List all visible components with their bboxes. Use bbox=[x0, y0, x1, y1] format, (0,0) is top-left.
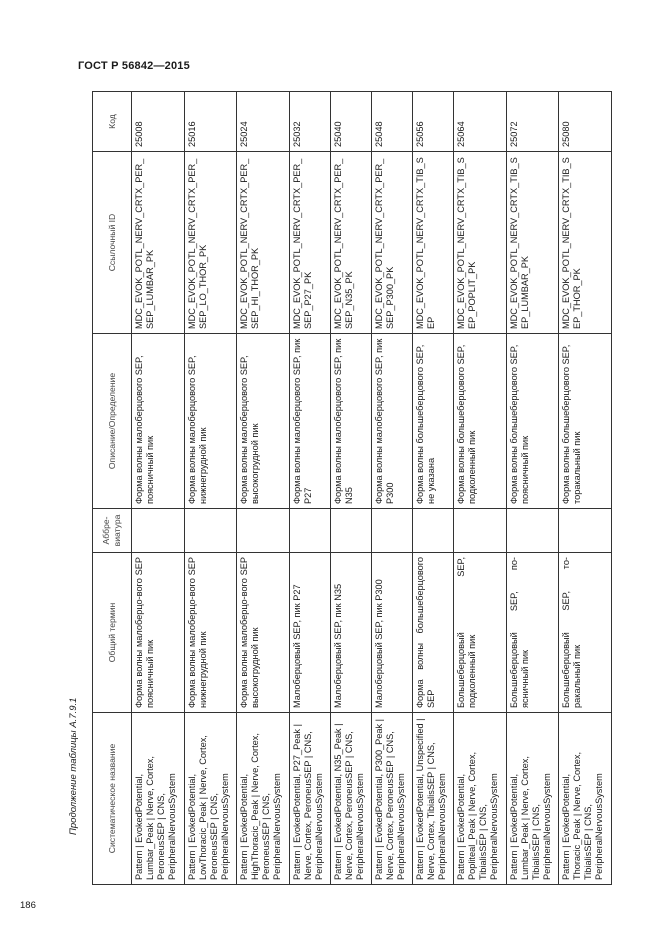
table-caption-wrap bbox=[68, 660, 88, 835]
cell-abbreviation bbox=[412, 509, 453, 553]
cell-abbreviation bbox=[371, 509, 412, 553]
table-row bbox=[412, 92, 453, 885]
cell-code: 25048 bbox=[371, 92, 412, 152]
cell-common-term: Форма волны большеберцового SEP bbox=[412, 553, 453, 713]
cell-code: 25008 bbox=[132, 92, 185, 152]
cell-systematic-name: Pattern | EvokedPotential, Lumbar_Peak | Nerve, Cortex, TibialisSEP | CNS, PeripheralNervousSystem bbox=[506, 713, 559, 885]
cell-code: 25024 bbox=[237, 92, 290, 152]
document-header: ГОСТ Р 56842—2015 bbox=[78, 60, 190, 72]
cell-systematic-name: Pattern | EvokedPotential, LowThoracic_Peak | Nerve, Cortex, PeroneusSEP | CNS, PeripheralNervousSystem bbox=[184, 713, 237, 885]
table-row bbox=[184, 92, 237, 885]
table-row bbox=[371, 92, 412, 885]
cell-description: Форма волны малоберцового SEP, нижнегрудной пик bbox=[184, 334, 237, 509]
cell-reference-id: MDC_EVOK_POTL_NERV_CRTX_PER_SEP_LUMBAR_PK bbox=[132, 152, 185, 334]
cell-abbreviation bbox=[132, 509, 185, 553]
cell-code: 25064 bbox=[453, 92, 506, 152]
cell-description: Форма волны малоберцового SEP, пик P27 bbox=[290, 334, 331, 509]
rotated-table-frame bbox=[92, 92, 612, 885]
cell-reference-id: MDC_EVOK_POTL_NERV_CRTX_TIB_SEP_LUMBAR_PK bbox=[506, 152, 559, 334]
cell-reference-id: MDC_EVOK_POTL_NERV_CRTX_TIB_SEP_POPLIT_PK bbox=[453, 152, 506, 334]
cell-systematic-name: Pattern | EvokedPotential, P300_Peak | Nerve, Cortex, PeroneusSEP | CNS, PeripheralNervousSystem bbox=[371, 713, 412, 885]
cell-systematic-name: Pattern | EvokedPotential, P27_Peak | Nerve, Cortex, PeroneusSEP | CNS, PeripheralNervousSystem bbox=[290, 713, 331, 885]
cell-code: 25040 bbox=[331, 92, 372, 152]
cell-reference-id: MDC_EVOK_POTL_NERV_CRTX_TIB_SEP_THOR_PK bbox=[559, 152, 612, 334]
column-header-common-term: Общий термин bbox=[93, 553, 132, 713]
cell-systematic-name: Pattern | EvokedPotential, Thoracic_Peak | Nerve, Cortex, TibialisSEP | CNS, PeripheralNervousSystem bbox=[559, 713, 612, 885]
cell-description: Форма волны малоберцового SEP, пик N35 bbox=[331, 334, 372, 509]
table-caption: Продолжение таблицы А.7.9.1 bbox=[68, 697, 79, 835]
cell-systematic-name: Pattern | EvokedPotential, Unspecified | Nerve, Cortex, TibialisSEP | CNS, PeripheralNervousSystem bbox=[412, 713, 453, 885]
cell-common-term: Форма волны малоберцо-вого SEP высокогрудной пик bbox=[237, 553, 290, 713]
cell-common-term: Малоберцовый SEP, пик P300 bbox=[371, 553, 412, 713]
table-row bbox=[559, 92, 612, 885]
column-header-description: Описание/Определение bbox=[93, 334, 132, 509]
cell-systematic-name: Pattern | EvokedPotential, Popliteal_Peak | Nerve, Cortex, TibialisSEP | CNS, PeripheralNervousSystem bbox=[453, 713, 506, 885]
column-header-systematic-name: Систематическое название bbox=[93, 713, 132, 885]
cell-systematic-name: Pattern | EvokedPotential, HighThoracic_Peak | Nerve, Cortex, PeroneusSEP | CNS, PeripheralNervousSystem bbox=[237, 713, 290, 885]
table-row bbox=[237, 92, 290, 885]
cell-systematic-name: Pattern | EvokedPotential, Lumbar_Peak | Nerve, Cortex, PeroneusSEP | CNS, PeripheralNervousSystem bbox=[132, 713, 185, 885]
cell-description: Форма волны малоберцового SEP, пик P300 bbox=[371, 334, 412, 509]
cell-abbreviation bbox=[506, 509, 559, 553]
column-header-reference-id: Ссылочный ID bbox=[93, 152, 132, 334]
cell-description: Форма волны большеберцового SEP, подколенный пик bbox=[453, 334, 506, 509]
cell-common-term: Малоберцовый SEP, пик N35 bbox=[331, 553, 372, 713]
cell-description: Форма волны малоберцового SEP, поясничный пик bbox=[132, 334, 185, 509]
cell-description: Форма волны большеберцового SEP, торакальный пик bbox=[559, 334, 612, 509]
cell-reference-id: MDC_EVOK_POTL_NERV_CRTX_TIB_SEP bbox=[412, 152, 453, 334]
cell-reference-id: MDC_EVOK_POTL_NERV_CRTX_PER_SEP_HI_THOR_PK bbox=[237, 152, 290, 334]
cell-reference-id: MDC_EVOK_POTL_NERV_CRTX_PER_SEP_P300_PK bbox=[371, 152, 412, 334]
cell-common-term: Малоберцовый SEP, пик P27 bbox=[290, 553, 331, 713]
cell-abbreviation bbox=[237, 509, 290, 553]
cell-reference-id: MDC_EVOK_POTL_NERV_CRTX_PER_SEP_P27_PK bbox=[290, 152, 331, 334]
cell-code: 25056 bbox=[412, 92, 453, 152]
cell-code: 25032 bbox=[290, 92, 331, 152]
cell-common-term: Большеберцовый SEP, по-ясничный пик bbox=[506, 553, 559, 713]
cell-common-term: Форма волны малоберцо-вого SEP поясничный пик bbox=[132, 553, 185, 713]
cell-abbreviation bbox=[290, 509, 331, 553]
table-row bbox=[506, 92, 559, 885]
cell-abbreviation bbox=[184, 509, 237, 553]
data-table bbox=[92, 91, 612, 885]
table-container bbox=[92, 92, 612, 885]
table-row bbox=[290, 92, 331, 885]
cell-code: 25016 bbox=[184, 92, 237, 152]
cell-abbreviation bbox=[559, 509, 612, 553]
cell-code: 25072 bbox=[506, 92, 559, 152]
column-header-code: Код bbox=[93, 92, 132, 152]
cell-common-term: Большеберцовый SEP, то-ракальный пик bbox=[559, 553, 612, 713]
column-header-abbreviation: Аббре-виатура bbox=[93, 509, 132, 553]
table-row bbox=[132, 92, 185, 885]
cell-description: Форма волны малоберцового SEP, высокогрудной пик bbox=[237, 334, 290, 509]
cell-code: 25080 bbox=[559, 92, 612, 152]
cell-reference-id: MDC_EVOK_POTL_NERV_CRTX_PER_SEP_LO_THOR_PK bbox=[184, 152, 237, 334]
page-number: 186 bbox=[20, 900, 36, 911]
cell-description: Форма волны большеберцового SEP, не указана bbox=[412, 334, 453, 509]
cell-abbreviation bbox=[453, 509, 506, 553]
cell-description: Форма волны большеберцового SEP, поясничный пик bbox=[506, 334, 559, 509]
table-row bbox=[453, 92, 506, 885]
table-header-row bbox=[93, 92, 132, 885]
cell-reference-id: MDC_EVOK_POTL_NERV_CRTX_PER_SEP_N35_PK bbox=[331, 152, 372, 334]
cell-common-term: Большеберцовый SEP, подколенный пик bbox=[453, 553, 506, 713]
cell-systematic-name: Pattern | EvokedPotential, N35_Peak | Nerve, Cortex, PeroneusSEP | CNS, PeripheralNervousSystem bbox=[331, 713, 372, 885]
cell-abbreviation bbox=[331, 509, 372, 553]
table-row bbox=[331, 92, 372, 885]
cell-common-term: Форма волны малоберцо-вого SEP нижнегрудной пик bbox=[184, 553, 237, 713]
